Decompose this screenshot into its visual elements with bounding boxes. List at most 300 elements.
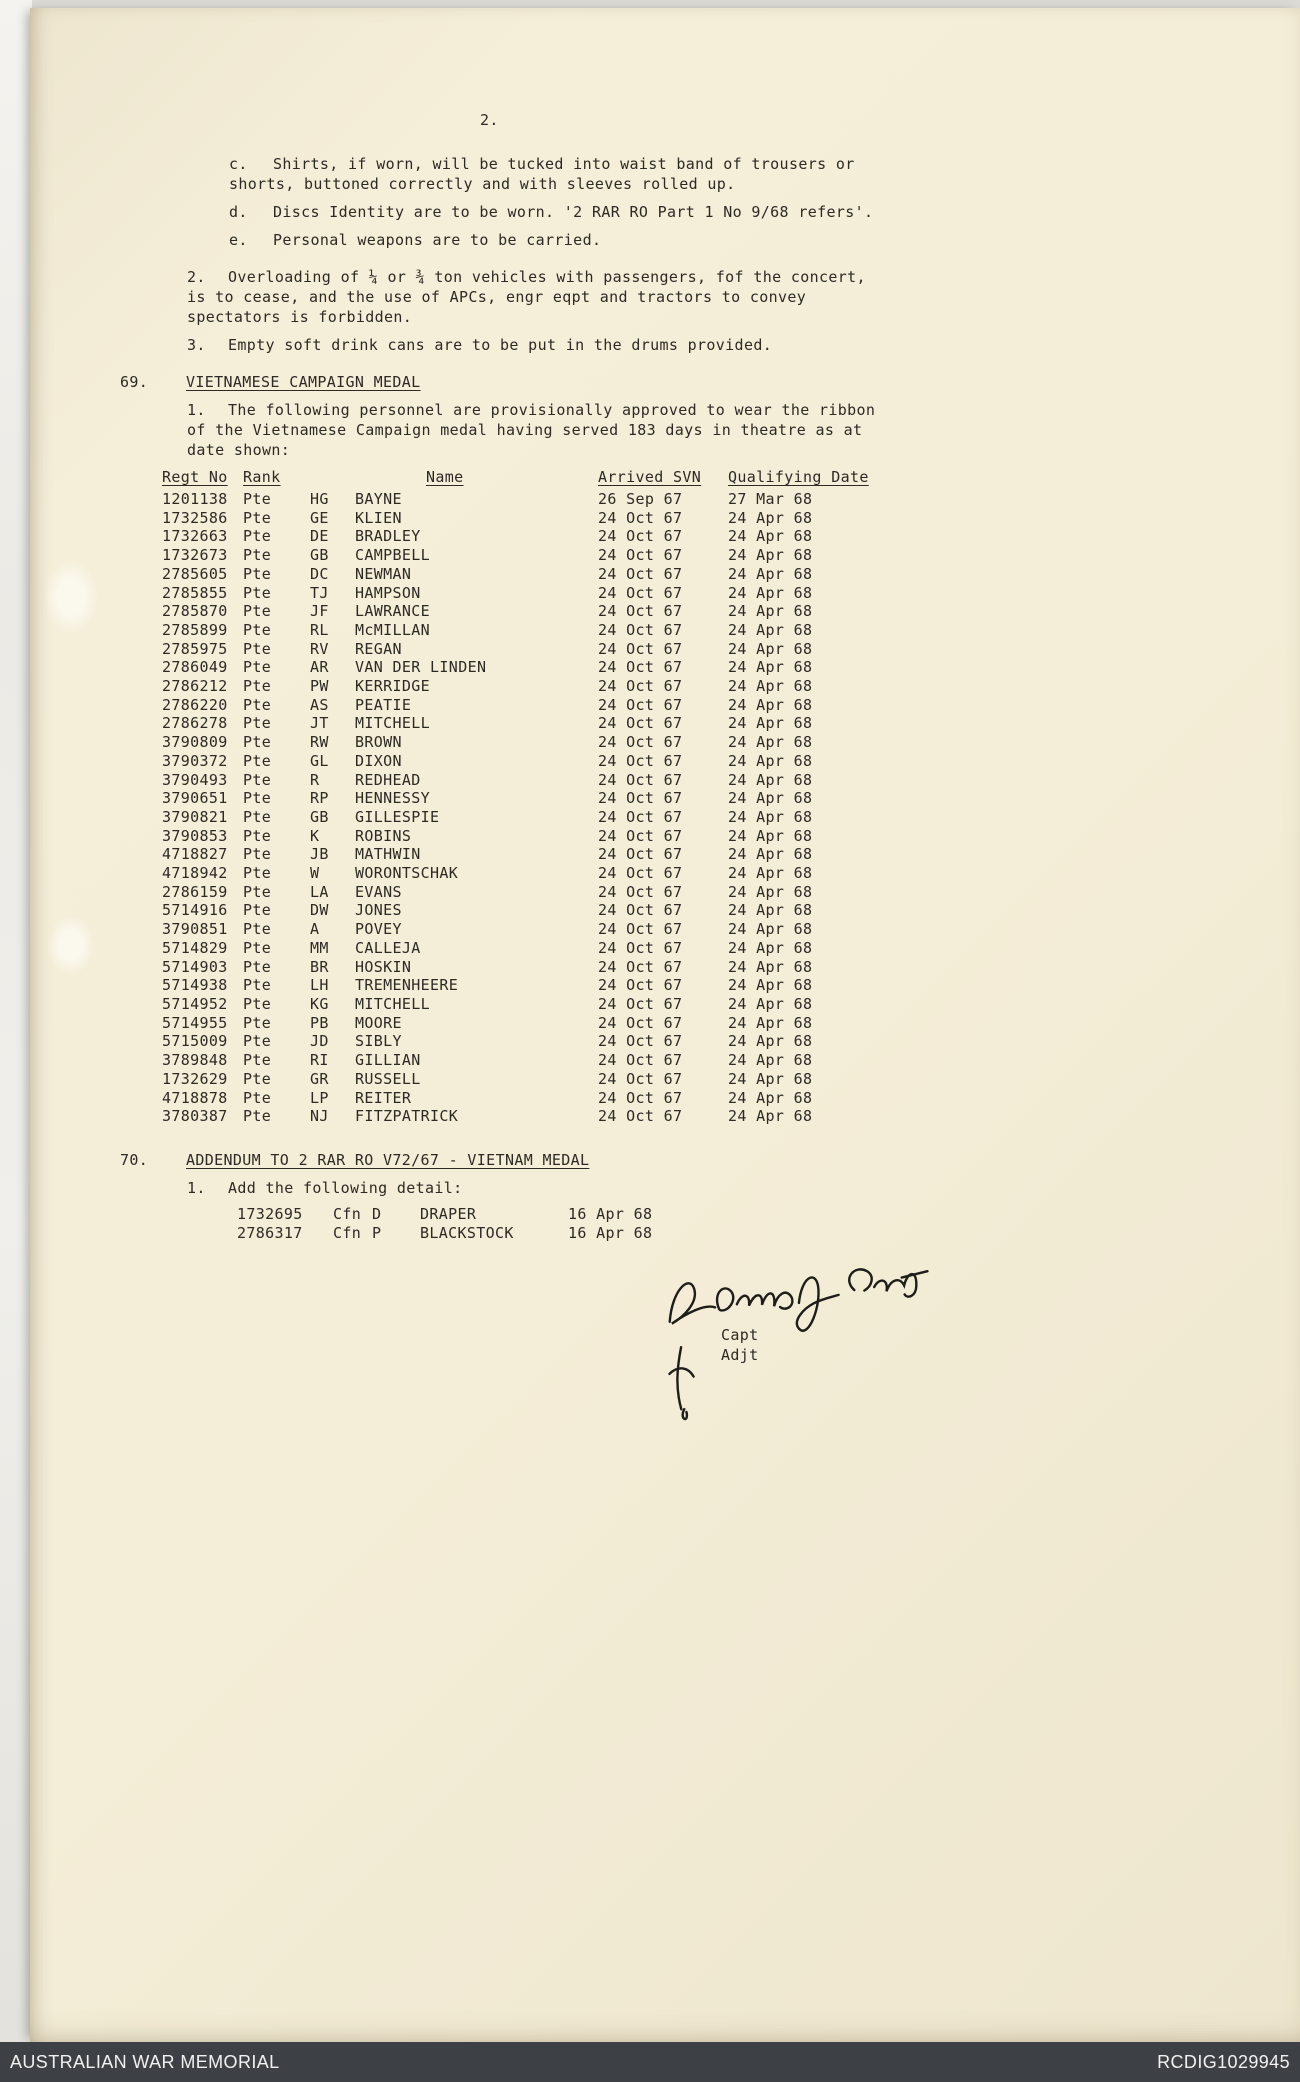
cell-regt: 4718878 (162, 1088, 228, 1107)
item-2-text: Overloading of ¼ or ¾ ton vehicles with passengers, fof the concert, is to cease, and the use of APCs, engr eqpt and tractors to convey spectators is forbidden. (187, 268, 866, 326)
cell-rank: Pte (243, 957, 272, 976)
section-69-heading (120, 372, 900, 392)
table-row (162, 733, 900, 752)
cell-name: LAWRANCE (355, 602, 431, 621)
cell-rank: Pte (243, 677, 272, 696)
cell-init: LA (310, 882, 329, 901)
cell-init: GB (310, 546, 329, 565)
cell-name: HENNESSY (355, 789, 431, 808)
cell-init: RP (310, 789, 329, 808)
item-3-label: 3. (187, 336, 206, 354)
page-number: 2. (480, 111, 499, 129)
cell-arrived: 24 Oct 67 (598, 714, 683, 733)
table-row (162, 1107, 900, 1126)
paragraph-d (229, 202, 879, 222)
section-70-para-text: Add the following detail: (228, 1178, 463, 1197)
cell-rank: Pte (243, 733, 272, 752)
cell-qual: 24 Apr 68 (728, 564, 813, 583)
cell-init: LP (310, 1088, 329, 1107)
cell-name: HAMPSON (355, 583, 421, 602)
table-row (162, 864, 900, 883)
cell-qual: 24 Apr 68 (728, 583, 813, 602)
cell-name: BAYNE (355, 490, 402, 508)
cell-rank: Pte (243, 1032, 272, 1051)
cell-name: VAN DER LINDEN (355, 658, 487, 677)
archive-reference-id: RCDIG1029945 (1157, 2051, 1290, 2072)
cell-init: JT (310, 714, 329, 733)
cell-init: MM (310, 938, 329, 957)
cell-arrived: 24 Oct 67 (598, 938, 683, 957)
cell-qual: 24 Apr 68 (728, 826, 813, 845)
cell-qual: 24 Apr 68 (728, 677, 813, 696)
cell-rank: Pte (243, 789, 272, 808)
header-name-cell (355, 468, 598, 487)
cell-init: RL (310, 620, 329, 639)
table-row (162, 565, 900, 584)
cell-rank: Pte (243, 938, 272, 957)
cell-rank: Pte (243, 901, 272, 920)
table-row (162, 958, 900, 977)
cell-qual: 24 Apr 68 (728, 1107, 813, 1126)
table-row (162, 546, 900, 565)
paragraph-e (229, 230, 879, 250)
cell-arrived: 24 Oct 67 (598, 639, 683, 658)
cell-arrived: 24 Oct 67 (598, 658, 683, 677)
cell-arrived: 26 Sep 67 (598, 490, 683, 508)
cell-arrived: 24 Oct 67 (598, 826, 683, 845)
cell-rank: Pte (243, 770, 272, 789)
cell-rank: Pte (243, 620, 272, 639)
cell-name: KERRIDGE (355, 677, 431, 696)
cell-qual: 24 Apr 68 (728, 1051, 813, 1070)
header-qualifying-date: Qualifying Date (728, 468, 869, 486)
section-70-heading (120, 1150, 900, 1170)
cell-init: R (310, 770, 320, 789)
item-3-text: Empty soft drink cans are to be put in the drums provided. (228, 336, 773, 354)
signature-rank: Capt (721, 1325, 759, 1344)
cell-rank: Cfn (333, 1204, 362, 1223)
cell-qual: 24 Apr 68 (728, 714, 813, 733)
table-row (162, 845, 900, 864)
cell-regt: 3789848 (162, 1051, 228, 1070)
cell-name: CAMPBELL (355, 546, 431, 565)
table-row (162, 714, 900, 733)
header-name: Name (426, 468, 464, 486)
cell-rank: Pte (243, 695, 272, 714)
cell-regt: 5714916 (162, 901, 228, 920)
cell-regt: 3790809 (162, 733, 228, 752)
signature-scrawl (660, 1264, 950, 1429)
medal-table-body (162, 490, 900, 1126)
cell-name: WORONTSCHAK (355, 864, 459, 883)
cell-name: EVANS (355, 882, 402, 901)
cell-qual: 24 Apr 68 (728, 546, 813, 565)
header-initials-spacer (310, 468, 355, 487)
header-arrived-svn: Arrived SVN (598, 468, 702, 486)
cell-arrived: 24 Oct 67 (598, 583, 683, 602)
signature-appointment: Adjt (721, 1345, 759, 1364)
cell-init: AS (310, 695, 329, 714)
cell-arrived: 24 Oct 67 (598, 901, 683, 920)
cell-rank: Pte (243, 826, 272, 845)
cell-qual: 24 Apr 68 (728, 807, 813, 826)
table-row (162, 696, 900, 715)
archive-name: AUSTRALIAN WAR MEMORIAL (10, 2051, 280, 2072)
cell-rank: Pte (243, 564, 272, 583)
cell-qual: 24 Apr 68 (728, 864, 813, 883)
table-row (162, 1014, 900, 1033)
cell-rank: Cfn (333, 1224, 362, 1243)
cell-rank: Pte (243, 845, 272, 864)
cell-regt: 2786317 (237, 1224, 303, 1243)
cell-init: JF (310, 602, 329, 621)
cell-arrived: 24 Oct 67 (598, 882, 683, 901)
cell-name: FITZPATRICK (355, 1107, 459, 1126)
section-69-paragraph (187, 400, 879, 460)
table-row (162, 490, 900, 509)
cell-arrived: 24 Oct 67 (598, 733, 683, 752)
cell-name: BLACKSTOCK (420, 1224, 514, 1243)
cell-qual: 24 Apr 68 (728, 994, 813, 1013)
cell-qual: 24 Apr 68 (728, 1013, 813, 1032)
cell-regt: 3790372 (162, 751, 228, 770)
cell-arrived: 24 Oct 67 (598, 789, 683, 808)
signature-titles (721, 1325, 759, 1365)
item-2-label: 2. (187, 268, 206, 286)
cell-qual: 24 Apr 68 (728, 620, 813, 639)
table-row (162, 752, 900, 771)
cell-regt: 5714903 (162, 957, 228, 976)
cell-arrived: 24 Oct 67 (598, 845, 683, 864)
cell-arrived: 24 Oct 67 (598, 770, 683, 789)
section-69-number: 69. (120, 373, 149, 391)
cell-arrived: 24 Oct 67 (598, 546, 683, 565)
cell-arrived: 24 Oct 67 (598, 602, 683, 621)
table-row (162, 883, 900, 902)
signature-block (120, 1272, 900, 1432)
cell-rank: Pte (243, 882, 272, 901)
cell-qual: 24 Apr 68 (728, 602, 813, 621)
addendum-row (237, 1205, 900, 1225)
cell-arrived: 24 Oct 67 (598, 564, 683, 583)
cell-name: REITER (355, 1088, 412, 1107)
table-row (162, 808, 900, 827)
section-70-title: ADDENDUM TO 2 RAR RO V72/67 - VIETNAM MEDAL (186, 1150, 590, 1169)
cell-arrived: 24 Oct 67 (598, 1107, 683, 1126)
section-69-para-label: 1. (187, 401, 206, 419)
section-70-para-label: 1. (187, 1178, 206, 1197)
table-row (162, 621, 900, 640)
cell-arrived: 24 Oct 67 (598, 920, 683, 939)
cell-init: PW (310, 677, 329, 696)
table-row (162, 677, 900, 696)
cell-qual: 24 Apr 68 (728, 938, 813, 957)
cell-qual: 24 Apr 68 (728, 1069, 813, 1088)
cell-regt: 3790651 (162, 789, 228, 808)
scan-background (0, 0, 32, 2042)
cell-name: MITCHELL (355, 714, 431, 733)
cell-regt: 2785975 (162, 639, 228, 658)
cell-init: LH (310, 976, 329, 995)
cell-arrived: 24 Oct 67 (598, 677, 683, 696)
cell-regt: 2785605 (162, 564, 228, 583)
table-row (162, 602, 900, 621)
cell-qual: 24 Apr 68 (728, 639, 813, 658)
cell-rank: Pte (243, 807, 272, 826)
cell-qual: 27 Mar 68 (728, 490, 813, 508)
cell-name: GILLESPIE (355, 807, 440, 826)
cell-init: RW (310, 733, 329, 752)
cell-qual: 24 Apr 68 (728, 845, 813, 864)
section-70-number: 70. (120, 1150, 149, 1169)
table-row (162, 976, 900, 995)
cell-rank: Pte (243, 714, 272, 733)
cell-regt: 5714952 (162, 994, 228, 1013)
cell-name: HOSKIN (355, 957, 412, 976)
cell-name: BROWN (355, 733, 402, 752)
cell-arrived: 24 Oct 67 (598, 994, 683, 1013)
cell-regt: 4718827 (162, 845, 228, 864)
medal-table (162, 468, 900, 1126)
cell-name: DIXON (355, 751, 402, 770)
cell-regt: 5714955 (162, 1013, 228, 1032)
cell-rank: Pte (243, 490, 272, 508)
cell-qual: 24 Apr 68 (728, 882, 813, 901)
cell-init: GR (310, 1069, 329, 1088)
table-row (162, 640, 900, 659)
cell-regt: 3790493 (162, 770, 228, 789)
item-c-text: Shirts, if worn, will be tucked into waist band of trousers or shorts, buttoned correctly and with sleeves rolled up. (229, 155, 855, 193)
cell-regt: 2786049 (162, 658, 228, 677)
cell-qual: 24 Apr 68 (728, 658, 813, 677)
cell-name: CALLEJA (355, 938, 421, 957)
table-row (162, 920, 900, 939)
cell-regt: 2786212 (162, 677, 228, 696)
cell-regt: 2786278 (162, 714, 228, 733)
cell-rank: Pte (243, 920, 272, 939)
cell-qual: 24 Apr 68 (728, 1088, 813, 1107)
table-row (162, 1032, 900, 1051)
cell-qual: 24 Apr 68 (728, 920, 813, 939)
section-70-paragraph (187, 1178, 879, 1198)
item-d-label: d. (229, 203, 248, 221)
cell-init: KG (310, 994, 329, 1013)
cell-rank: Pte (243, 1088, 272, 1107)
cell-qual: 24 Apr 68 (728, 1032, 813, 1051)
cell-arrived: 24 Oct 67 (598, 1013, 683, 1032)
cell-rank: Pte (243, 976, 272, 995)
cell-rank: Pte (243, 1069, 272, 1088)
cell-arrived: 24 Oct 67 (598, 864, 683, 883)
cell-rank: Pte (243, 864, 272, 883)
cell-arrived: 24 Oct 67 (598, 620, 683, 639)
cell-regt: 3790821 (162, 807, 228, 826)
cell-rank: Pte (243, 658, 272, 677)
cell-rank: Pte (243, 751, 272, 770)
table-row (162, 995, 900, 1014)
cell-name: JONES (355, 901, 402, 920)
cell-name: TREMENHEERE (355, 976, 459, 995)
cell-init: GB (310, 807, 329, 826)
table-row (162, 527, 900, 546)
cell-init: JD (310, 1032, 329, 1051)
archive-footer-bar (0, 2042, 1300, 2082)
cell-name: ROBINS (355, 826, 412, 845)
cell-arrived: 24 Oct 67 (598, 957, 683, 976)
cell-regt: 1732673 (162, 546, 228, 565)
cell-name: REDHEAD (355, 770, 421, 789)
cell-name: REGAN (355, 639, 402, 658)
cell-qual: 24 Apr 68 (728, 695, 813, 714)
table-row (162, 771, 900, 790)
cell-regt: 1201138 (162, 490, 228, 508)
header-regt-no: Regt No (162, 468, 228, 486)
cell-regt: 5715009 (162, 1032, 228, 1051)
paragraph-3 (187, 335, 879, 355)
cell-init: RI (310, 1051, 329, 1070)
header-rank: Rank (243, 468, 281, 486)
cell-init: BR (310, 957, 329, 976)
table-row (162, 901, 900, 920)
paragraph-c (229, 154, 879, 194)
cell-qual: 24 Apr 68 (728, 751, 813, 770)
table-row (162, 509, 900, 528)
cell-regt: 2785855 (162, 583, 228, 602)
cell-rank: Pte (243, 1013, 272, 1032)
cell-regt: 2786159 (162, 882, 228, 901)
cell-regt: 5714829 (162, 938, 228, 957)
cell-arrived: 24 Oct 67 (598, 976, 683, 995)
cell-arrived: 24 Oct 67 (598, 508, 683, 527)
cell-init: HG (310, 490, 329, 508)
cell-arrived: 24 Oct 67 (598, 1032, 683, 1051)
cell-rank: Pte (243, 546, 272, 565)
table-row (162, 1051, 900, 1070)
cell-qual: 24 Apr 68 (728, 770, 813, 789)
cell-qual: 24 Apr 68 (728, 508, 813, 527)
cell-name: PEATIE (355, 695, 412, 714)
cell-regt: 3790851 (162, 920, 228, 939)
cell-regt: 1732586 (162, 508, 228, 527)
cell-rank: Pte (243, 639, 272, 658)
cell-name: McMILLAN (355, 620, 431, 639)
table-header-row (162, 468, 900, 487)
addendum-row (237, 1224, 900, 1244)
item-d-text: Discs Identity are to be worn. '2 RAR RO Part 1 No 9/68 refers'. (273, 203, 874, 221)
table-row (162, 827, 900, 846)
cell-init: JB (310, 845, 329, 864)
cell-name: MATHWIN (355, 845, 421, 864)
cell-rank: Pte (243, 527, 272, 546)
cell-rank: Pte (243, 1051, 272, 1070)
cell-regt: 3790853 (162, 826, 228, 845)
cell-rank: Pte (243, 1107, 272, 1126)
cell-date: 16 Apr 68 (568, 1224, 653, 1243)
table-row (162, 658, 900, 677)
cell-arrived: 24 Oct 67 (598, 1069, 683, 1088)
cell-init: D (372, 1204, 382, 1223)
cell-arrived: 24 Oct 67 (598, 527, 683, 546)
paragraph-2 (187, 267, 879, 327)
cell-arrived: 24 Oct 67 (598, 1051, 683, 1070)
cell-arrived: 24 Oct 67 (598, 1088, 683, 1107)
cell-regt: 1732695 (237, 1204, 303, 1223)
cell-arrived: 24 Oct 67 (598, 695, 683, 714)
table-row (162, 1070, 900, 1089)
cell-regt: 5714938 (162, 976, 228, 995)
cell-name: MOORE (355, 1013, 402, 1032)
cell-init: DC (310, 564, 329, 583)
cell-qual: 24 Apr 68 (728, 733, 813, 752)
cell-init: A (310, 920, 320, 939)
item-c-label: c. (229, 155, 248, 173)
cell-qual: 24 Apr 68 (728, 901, 813, 920)
cell-regt: 1732629 (162, 1069, 228, 1088)
cell-qual: 24 Apr 68 (728, 957, 813, 976)
cell-regt: 1732663 (162, 527, 228, 546)
cell-date: 16 Apr 68 (568, 1204, 653, 1223)
cell-init: GE (310, 508, 329, 527)
cell-name: POVEY (355, 920, 402, 939)
cell-qual: 24 Apr 68 (728, 789, 813, 808)
cell-init: PB (310, 1013, 329, 1032)
cell-name: MITCHELL (355, 994, 431, 1013)
table-row (162, 939, 900, 958)
cell-qual: 24 Apr 68 (728, 976, 813, 995)
cell-name: SIBLY (355, 1032, 402, 1051)
cell-init: NJ (310, 1107, 329, 1126)
cell-init: GL (310, 751, 329, 770)
cell-init: RV (310, 639, 329, 658)
section-69-para-text: The following personnel are provisionally approved to wear the ribbon of the Vietnamese Campaign medal having served 183 days in theatre as at date shown: (187, 401, 876, 459)
cell-init: AR (310, 658, 329, 677)
cell-init: DW (310, 901, 329, 920)
cell-name: KLIEN (355, 508, 402, 527)
document-page (30, 8, 1300, 2042)
cell-regt: 2785870 (162, 602, 228, 621)
cell-regt: 4718942 (162, 864, 228, 883)
cell-init: TJ (310, 583, 329, 602)
table-row (162, 789, 900, 808)
cell-regt: 3780387 (162, 1107, 228, 1126)
cell-qual: 24 Apr 68 (728, 527, 813, 546)
cell-name: RUSSELL (355, 1069, 421, 1088)
cell-init: W (310, 864, 320, 883)
table-row (162, 584, 900, 603)
cell-regt: 2786220 (162, 695, 228, 714)
cell-rank: Pte (243, 994, 272, 1013)
section-69-title: VIETNAMESE CAMPAIGN MEDAL (186, 373, 421, 391)
cell-name: DRAPER (420, 1204, 477, 1223)
addendum-table (237, 1205, 900, 1244)
cell-name: BRADLEY (355, 527, 421, 546)
cell-rank: Pte (243, 508, 272, 527)
item-e-label: e. (229, 231, 248, 249)
cell-regt: 2785899 (162, 620, 228, 639)
item-e-text: Personal weapons are to be carried. (273, 231, 602, 249)
cell-init: DE (310, 527, 329, 546)
cell-init: P (372, 1224, 382, 1243)
cell-arrived: 24 Oct 67 (598, 807, 683, 826)
typed-content (120, 8, 900, 1432)
cell-rank: Pte (243, 583, 272, 602)
cell-rank: Pte (243, 602, 272, 621)
table-row (162, 1089, 900, 1108)
cell-name: GILLIAN (355, 1051, 421, 1070)
cell-arrived: 24 Oct 67 (598, 751, 683, 770)
cell-init: K (310, 826, 320, 845)
cell-name: NEWMAN (355, 564, 412, 583)
